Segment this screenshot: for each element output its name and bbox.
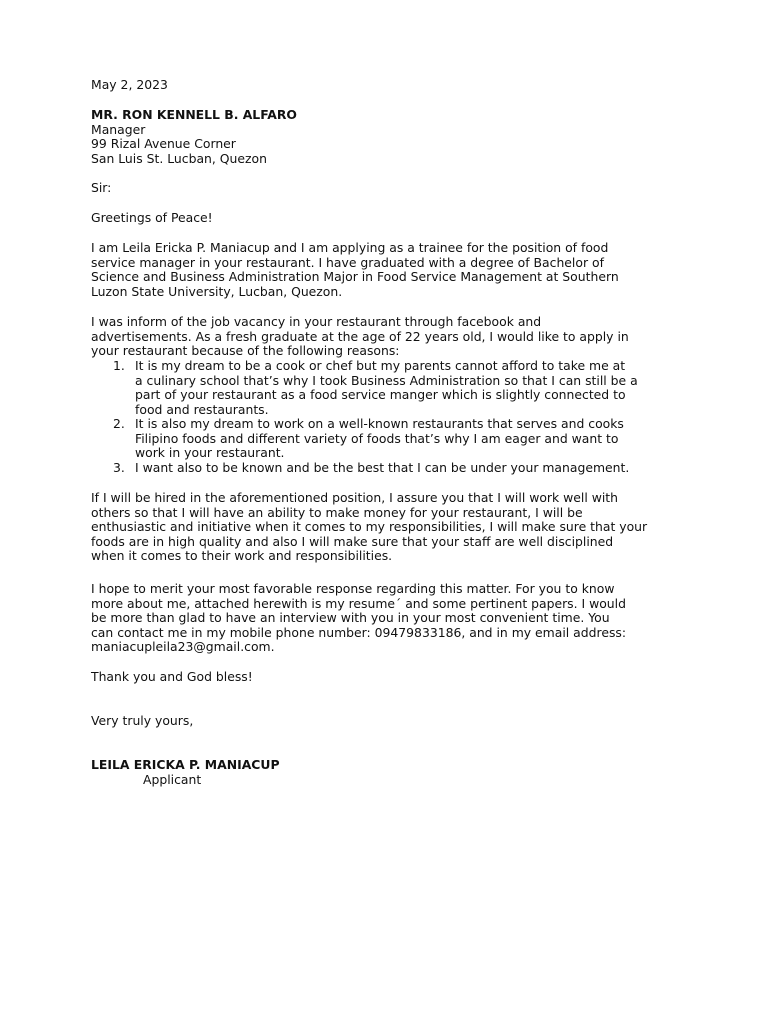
recipient-block — [91, 108, 681, 166]
thanks-text: Thank you and God bless! — [91, 669, 253, 684]
list-item-line: I want also to be known and be the best that I can be under your management. — [135, 459, 630, 475]
paragraph-contact — [91, 582, 681, 655]
paragraph-line: I am Leila Ericka P. Maniacup and I am applying as a trainee for the position of food — [91, 240, 609, 255]
list-item-line: work in your restaurant. — [135, 445, 285, 460]
reasons-list — [91, 359, 681, 475]
paragraph-line: when it comes to their work and responsibilities. — [91, 548, 393, 563]
signatory-name — [91, 758, 681, 773]
paragraph-line: advertisements. As a fresh graduate at the age of 22 years old, I would like to apply in — [91, 328, 629, 344]
list-item-line: food and restaurants. — [135, 401, 269, 417]
paragraph-vacancy — [91, 315, 681, 359]
greeting — [91, 211, 681, 226]
salutation — [91, 181, 681, 196]
list-item-number: 2. — [113, 416, 125, 431]
signatory-role-text: Applicant — [143, 772, 202, 787]
paragraph-line: your restaurant because of the following reasons: — [91, 343, 400, 358]
recipient-address-line2: San Luis St. Lucban, Quezon — [91, 150, 267, 166]
salutation-text: Sir: — [91, 180, 112, 195]
closing-text: Very truly yours, — [91, 713, 194, 728]
paragraph-assurance — [91, 491, 681, 564]
recipient-title: Manager — [91, 121, 146, 137]
closing — [91, 714, 681, 729]
recipient-name: MR. RON KENNELL B. ALFARO — [91, 107, 297, 122]
list-item — [91, 359, 681, 417]
letter-date — [91, 78, 681, 93]
paragraph-line: service manager in your restaurant. I have graduated with a degree of Bachelor of — [91, 254, 604, 270]
list-item-number: 1. — [113, 358, 125, 373]
paragraph-line: more about me, attached herewith is my resume´ and some pertinent papers. I would — [91, 595, 626, 611]
recipient-address-line1: 99 Rizal Avenue Corner — [91, 136, 236, 151]
list-item-number: 3. — [113, 459, 125, 475]
paragraph-line: Luzon State University, Lucban, Quezon. — [91, 283, 343, 299]
paragraph-line: enthusiastic and initiative when it comes to my responsibilities, I will make sure that your — [91, 519, 648, 534]
greeting-text: Greetings of Peace! — [91, 210, 213, 225]
paragraph-line: foods are in high quality and also I will make sure that your staff are well disciplined — [91, 533, 614, 549]
list-item-line: It is also my dream to work on a well-known restaurants that serves and cooks — [135, 416, 624, 431]
paragraph-line: I hope to merit your most favorable response regarding this matter. For you to know — [91, 581, 615, 596]
paragraph-line: I was inform of the job vacancy in your restaurant through facebook and — [91, 314, 542, 329]
signatory-role — [143, 773, 201, 788]
date-text: May 2, 2023 — [91, 77, 168, 92]
list-item-line: Filipino foods and different variety of foods that’s why I am eager and want to — [135, 430, 619, 446]
paragraph-line: Science and Business Administration Major in Food Service Management at Southern — [91, 269, 619, 284]
list-item-line: part of your restaurant as a food service manger which is slightly connected to — [135, 387, 626, 402]
signatory-name-text: LEILA ERICKA P. MANIACUP — [91, 757, 280, 772]
paragraph-intro — [91, 241, 681, 299]
paragraph-line: be more than glad to have an interview with you in your most convenient time. You — [91, 610, 610, 625]
paragraph-line: others so that I will have an ability to make money for your restaurant, I will be — [91, 504, 583, 520]
list-item — [91, 417, 681, 461]
paragraph-line: maniacupleila23@gmail.com. — [91, 639, 275, 654]
paragraph-line: can contact me in my mobile phone number: 09479833186, and in my email address: — [91, 624, 627, 640]
thanks — [91, 670, 681, 685]
list-item-line: a culinary school that’s why I took Business Administration so that I can still be a — [135, 372, 638, 388]
paragraph-line: If I will be hired in the aforementioned position, I assure you that I will work well with — [91, 490, 618, 505]
list-item-line: It is my dream to be a cook or chef but my parents cannot afford to take me at — [135, 358, 626, 373]
list-item — [91, 461, 681, 476]
